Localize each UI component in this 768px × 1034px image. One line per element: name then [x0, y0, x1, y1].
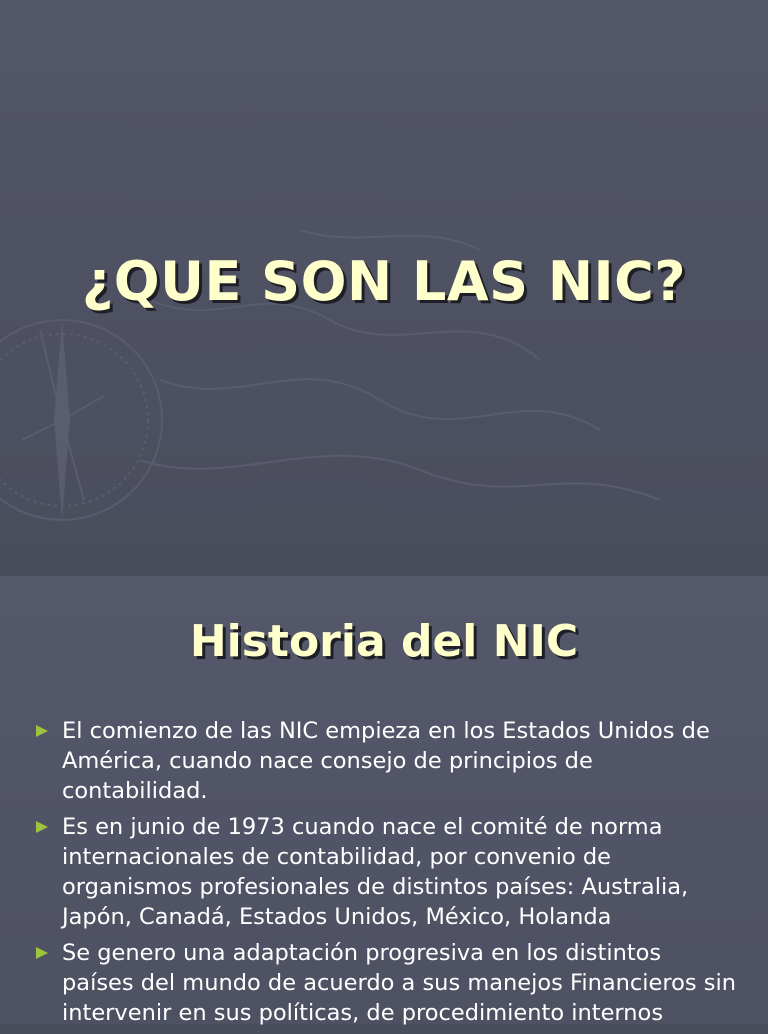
list-item — [36, 812, 736, 932]
triangle-bullet-icon — [36, 821, 48, 833]
list-item — [36, 938, 736, 1028]
slide-heading: Historia del NIC — [189, 616, 579, 667]
bullet-text: Se genero una adaptación progresiva en los distintos países del mundo de acuerdo a sus manejos Financieros sin intervenir en sus políticas, de procedimiento internos — [62, 940, 736, 1026]
bullet-text: Es en junio de 1973 cuando nace el comité de norma internacionales de contabilidad, por convenio de organismos profesionales de distintos países: Australia, Japón, Canadá, Estados Unidos, México, Holanda — [62, 814, 689, 930]
list-item — [36, 716, 736, 806]
bullet-text: El comienzo de las NIC empieza en los Estados Unidos de América, cuando nace consejo de principios de contabilidad. — [62, 718, 710, 804]
slide-title: ¿QUE SON LAS NIC? — [81, 250, 687, 313]
triangle-bullet-icon — [36, 947, 48, 959]
triangle-bullet-icon — [36, 725, 48, 737]
bullet-list — [36, 716, 736, 1034]
